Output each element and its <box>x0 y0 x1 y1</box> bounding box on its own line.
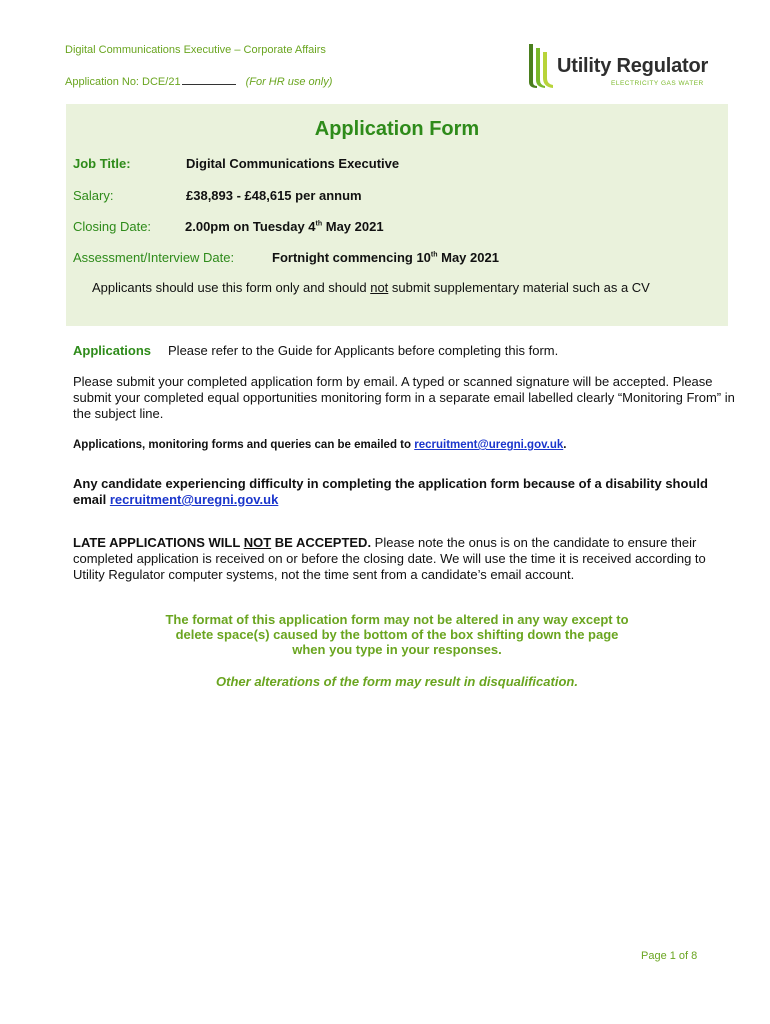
assessment-date-row <box>73 250 499 265</box>
utility-regulator-logo <box>525 42 725 90</box>
logo-mark-icon <box>525 42 559 90</box>
logo-name: Utility Regulator <box>557 55 709 77</box>
assessment-date-value: Fortnight commencing 10th May 2021 <box>272 250 499 265</box>
disability-support-note: Any candidate experiencing difficulty in completing the application form because of a disability should email recruitment@uregni.gov.uk <box>73 476 708 507</box>
disability-email-link[interactable]: recruitment@uregni.gov.uk <box>109 492 279 507</box>
supplementary-material-note: Applicants should use this form only and should not submit supplementary material such as a CV <box>92 280 650 295</box>
closing-date-label: Closing Date: <box>73 219 152 234</box>
applications-guide-text: Please refer to the Guide for Applicants before completing this form. <box>168 343 559 358</box>
form-title: Application Form <box>314 118 480 140</box>
application-details-panel <box>66 104 728 326</box>
recruitment-email-link[interactable]: recruitment@uregni.gov.uk <box>414 439 564 451</box>
closing-date-value: 2.00pm on Tuesday 4th May 2021 <box>185 219 384 234</box>
job-title-value: Digital Communications Executive <box>186 156 400 171</box>
job-title-label: Job Title: <box>73 156 131 171</box>
logo-tagline: ELECTRICITY GAS WATER <box>611 80 704 87</box>
hr-use-note: (For HR use only) <box>245 76 333 88</box>
application-number-line <box>65 74 332 88</box>
job-title-row <box>73 156 400 171</box>
late-applications-notice: LATE APPLICATIONS WILL NOT BE ACCEPTED. Please note the onus is on the candidate to ensure their completed application is received on or before the closing date. We will use the time it is received according to Utility Regulator computer systems, not the time sent from a candidate’s email account. <box>73 535 706 582</box>
applications-guide-line <box>73 343 743 359</box>
closing-date-row <box>73 219 384 234</box>
applications-label: Applications <box>73 343 152 358</box>
format-warning: The format of this application form may not be altered in any way except to delete space(s) caused by the bottom of the box shifting down the page when you type in your responses. <box>165 612 629 657</box>
application-number-blank[interactable] <box>182 74 236 85</box>
salary-row <box>73 188 362 203</box>
salary-label: Salary: <box>73 188 114 203</box>
salary-value: £38,893 - £48,615 per annum <box>186 188 362 203</box>
document-title: Digital Communications Executive – Corporate Affairs <box>65 44 326 56</box>
submission-instructions: Please submit your completed application form by email. A typed or scanned signature will be accepted. Please submit your completed equal opportunities monitoring form in a separate email labelled clearly “Monitoring From” in the subject line. <box>73 374 735 421</box>
page-number: Page 1 of 8 <box>641 950 698 962</box>
application-number-label: Application No: DCE/21 <box>65 76 181 88</box>
assessment-date-label: Assessment/Interview Date: <box>73 250 235 265</box>
disqualification-warning: Other alterations of the form may result in disqualification. <box>216 674 578 689</box>
email-contact-line: Applications, monitoring forms and queries can be emailed to recruitment@uregni.gov.uk. <box>73 439 567 451</box>
